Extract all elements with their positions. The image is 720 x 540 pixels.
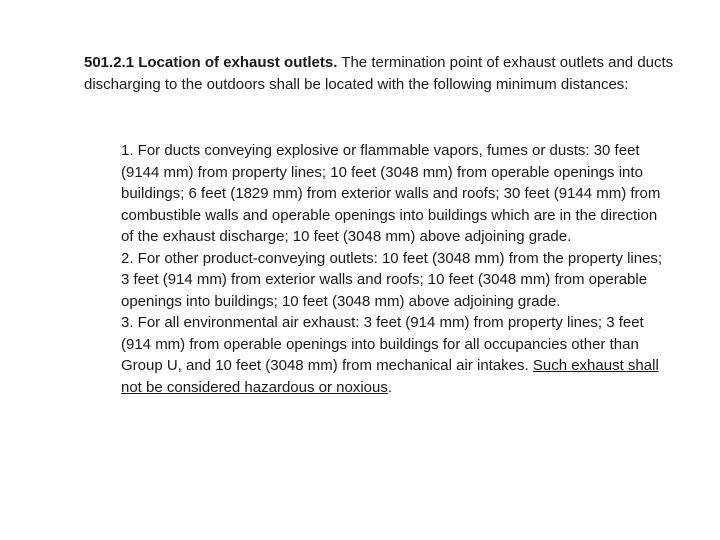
list-item-1: 1. For ducts conveying explosive or flammable vapors, fumes or dusts: 30 feet (9144 mm) from property lines; 10 feet (3048 mm) from operable openings into buildings; 6 feet (1829 mm) from exterior walls and roofs; 30 feet (9144 mm) from combustible walls and operable openings into buildings which are in the direction of the exhaust discharge; 10 feet (3048 mm) above adjoining grade. [121, 142, 661, 245]
list-item-3 [121, 312, 666, 398]
list-item-3-underlined: Such exhaust shall not be considered hazardous or noxious [121, 357, 659, 396]
list-item-3-text: 3. For all environmental air exhaust: 3 feet (914 mm) from property lines; 3 feet (914 mm) from operable openings into buildings for all occupancies other than Group U, and 10 feet (3048 mm) from mechanical air intakes. [121, 314, 644, 374]
list-item-2: 2. For other product-conveying outlets: 10 feet (3048 mm) from the property lines; 3 feet (914 mm) from exterior walls and roofs; 10 feet (3048 mm) from operable openings into buildings; 10 feet (3048 mm) above adjoining grade. [121, 249, 663, 310]
section-intro-text: The termination point of exhaust outlets and ducts discharging to the outdoors shall be located with the following minimum distances: [84, 54, 674, 93]
section-heading: 501.2.1 Location of exhaust outlets. [84, 54, 338, 71]
distance-list [121, 140, 666, 398]
list-item-3-end: . [387, 378, 393, 396]
section-intro [84, 52, 674, 95]
